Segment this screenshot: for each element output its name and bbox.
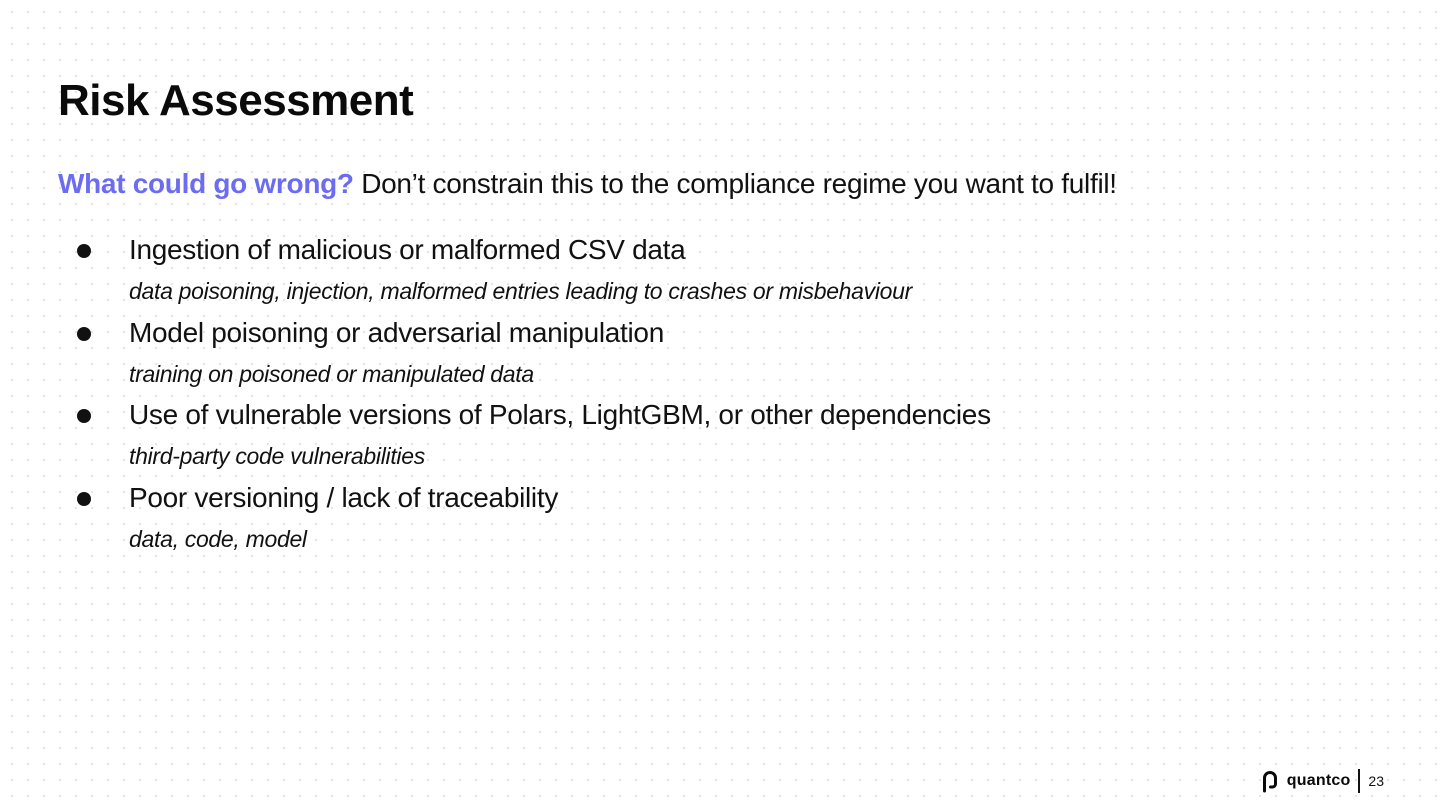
logo-wordmark: quantco — [1286, 772, 1351, 789]
risk-item-title: Ingestion of malicious or malformed CSV data — [129, 234, 686, 265]
quantco-logo-icon — [1261, 769, 1279, 793]
intro-line — [58, 168, 1117, 200]
bullet-dot-icon — [77, 492, 91, 506]
slide-footer — [1261, 768, 1384, 794]
risk-item-detail: third-party code vulnerabilities — [129, 443, 425, 469]
bullet-dot-icon — [77, 244, 91, 258]
bullet-dot-icon — [77, 327, 91, 341]
risk-item-title: Use of vulnerable versions of Polars, LightGBM, or other dependencies — [129, 399, 991, 430]
risk-item-title: Poor versioning / lack of traceability — [129, 481, 559, 513]
footer-divider — [1358, 769, 1360, 793]
risk-item-detail: data poisoning, injection, malformed entries leading to crashes or misbehaviour — [129, 278, 913, 304]
intro-text: Don’t constrain this to the compliance regime you want to fulfil! — [353, 168, 1117, 199]
bullet-dot-icon — [77, 409, 91, 423]
risk-item-title: Model poisoning or adversarial manipulation — [129, 316, 664, 348]
risk-item-detail: data, code, model — [129, 525, 307, 552]
intro-highlight: What could go wrong? — [58, 168, 354, 199]
risk-item-detail: training on poisoned or manipulated data — [129, 360, 534, 387]
page-number: 23 — [1368, 773, 1384, 789]
slide-title: Risk Assessment — [58, 76, 414, 125]
